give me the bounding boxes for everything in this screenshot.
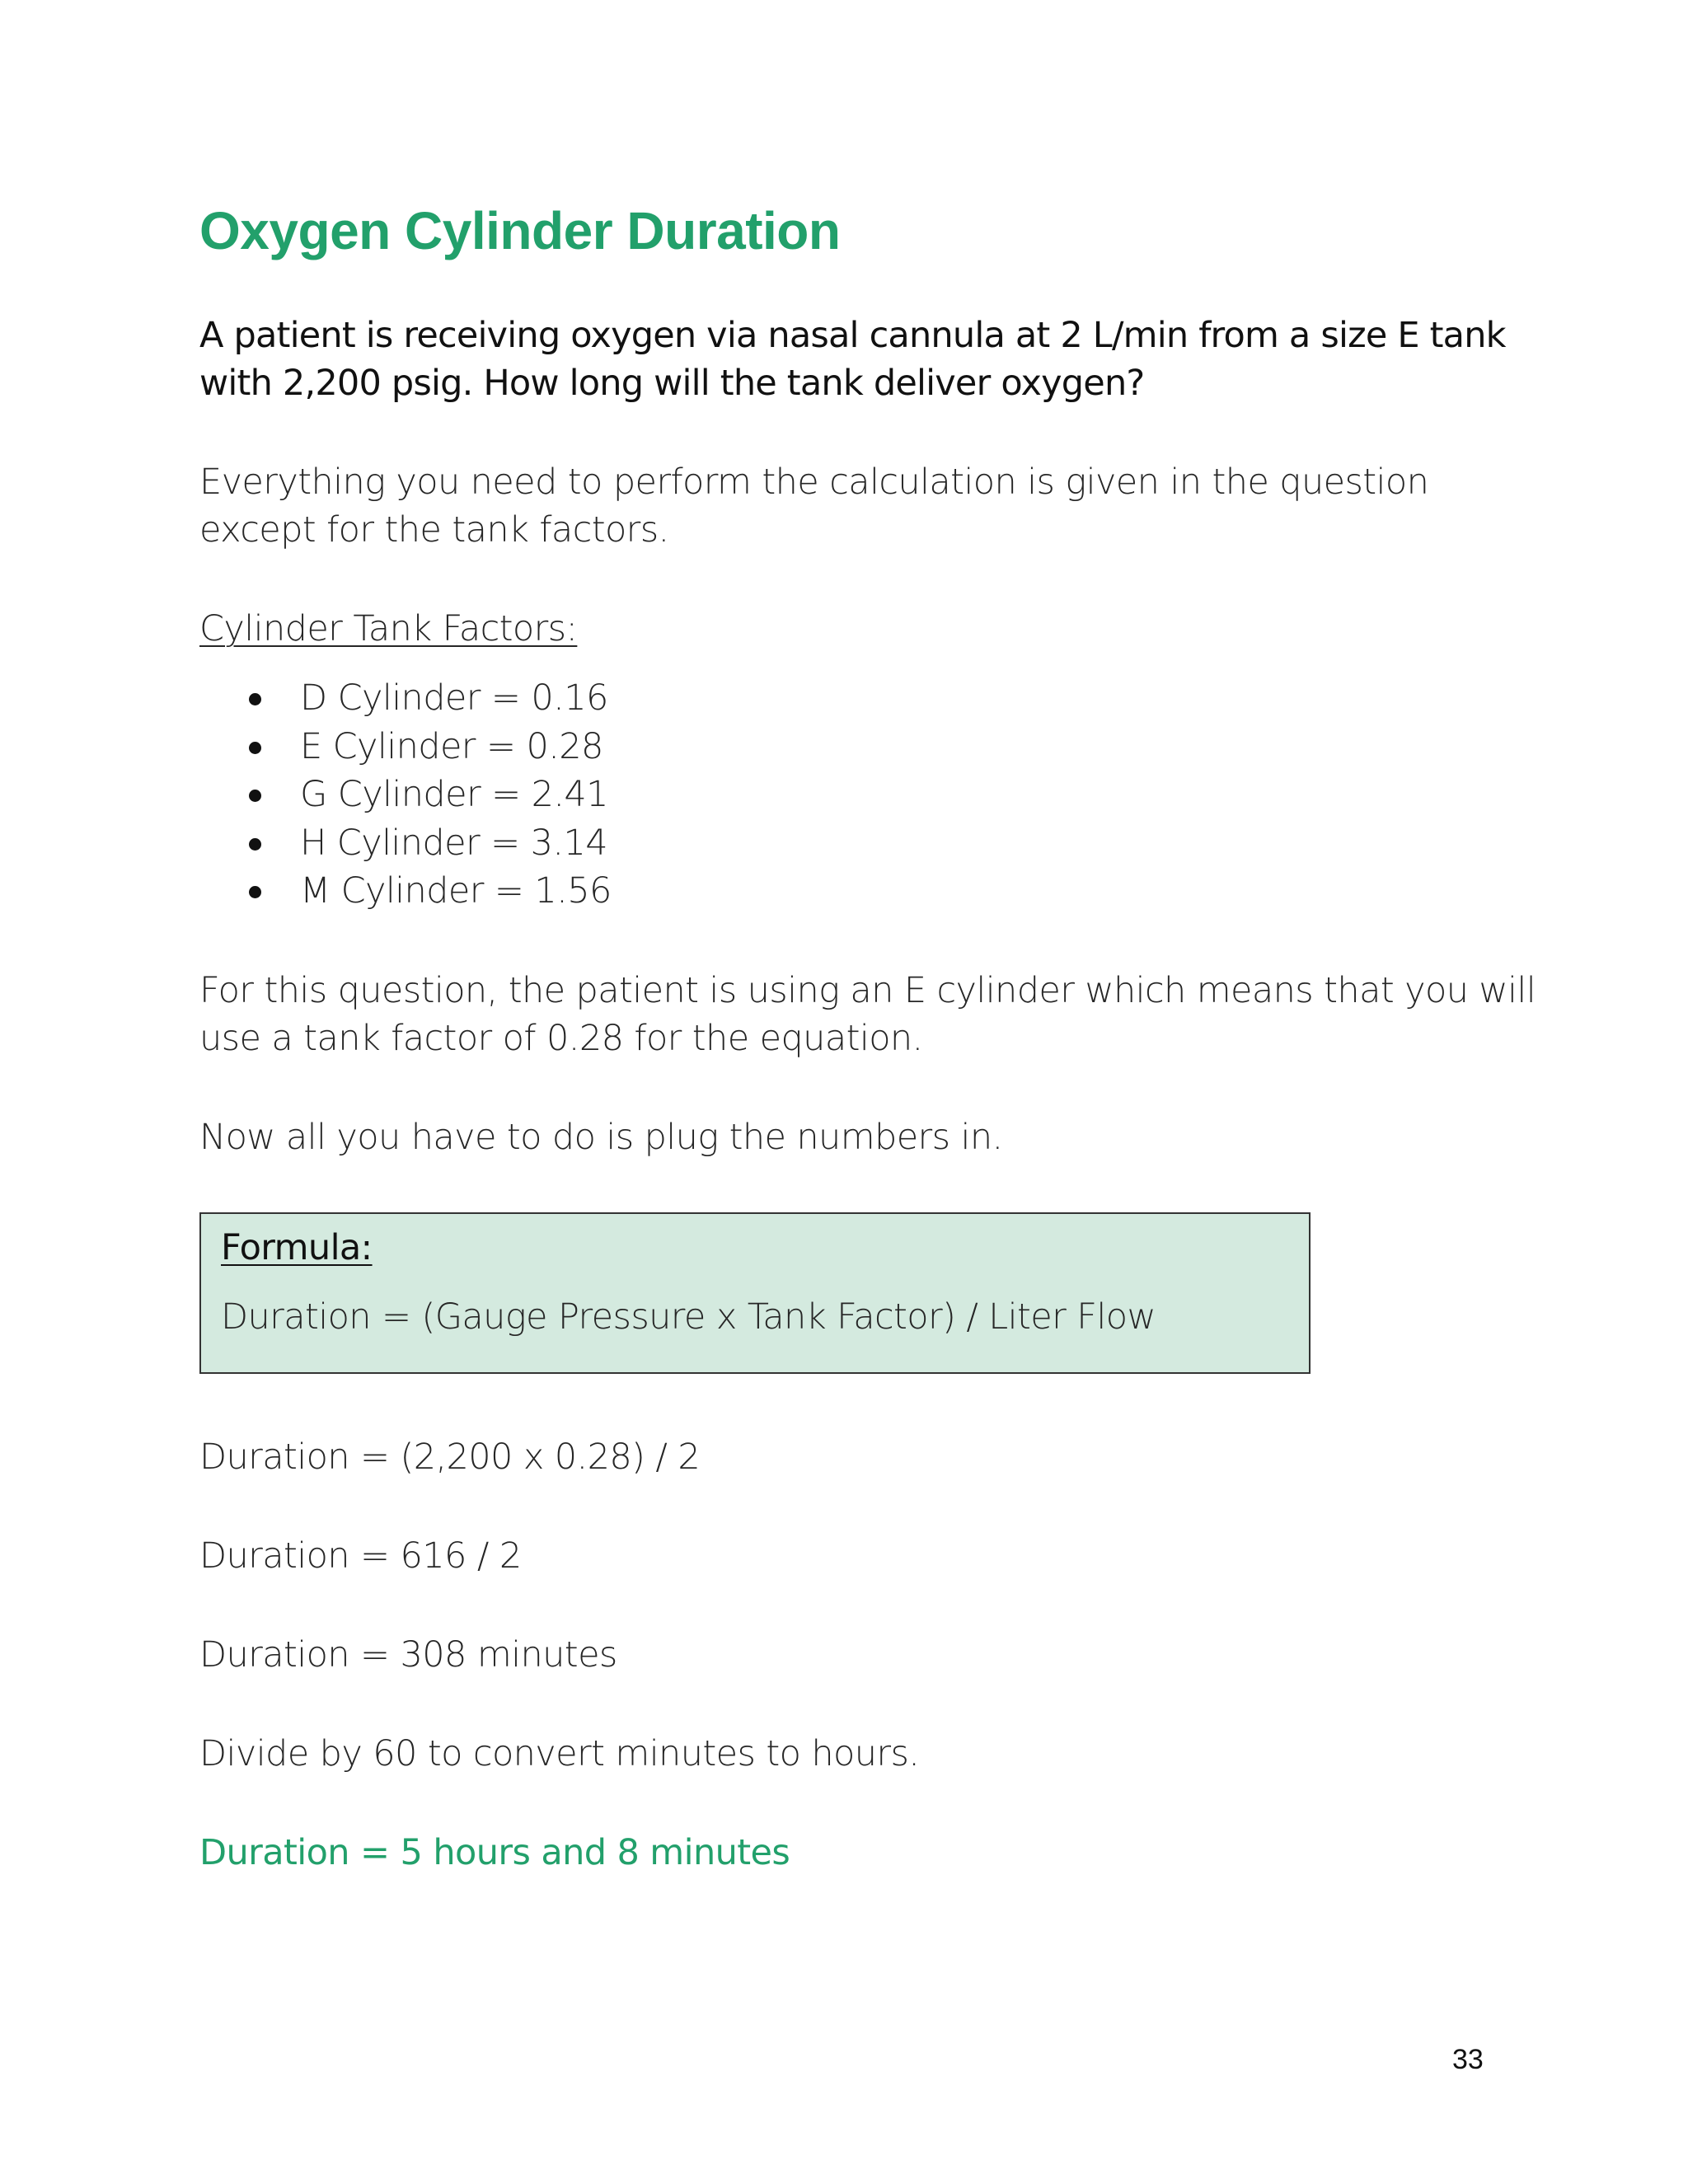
bullet-icon bbox=[249, 790, 261, 802]
formula-text: Duration = (Gauge Pressure x Tank Factor) / Liter Flow bbox=[221, 1296, 1156, 1338]
intro-paragraph: Everything you need to perform the calculation is given in the question except for the tank factors. bbox=[199, 462, 1429, 551]
explanation-paragraph: For this question, the patient is using an E cylinder which means that you will use a tank factor of 0.28 for the equation. bbox=[199, 969, 1536, 1059]
final-result: Duration = 5 hours and 8 minutes bbox=[199, 1831, 790, 1873]
bullet-icon bbox=[249, 742, 261, 754]
question-text: A patient is receiving oxygen via nasal cannula at 2 L/min from a size E tank with 2,200 psig. How long will the tank deliver oxygen? bbox=[199, 315, 1506, 404]
calculation-step: Duration = (2,200 x 0.28) / 2 bbox=[199, 1436, 701, 1478]
bullet-icon bbox=[249, 886, 261, 898]
tank-factor-label: H Cylinder = 3.14 bbox=[300, 822, 607, 864]
tank-factor-item bbox=[249, 771, 1551, 819]
bullet-icon bbox=[249, 838, 261, 851]
page-title: Oxygen Cylinder Duration bbox=[199, 201, 841, 260]
tank-factor-label: G Cylinder = 2.41 bbox=[300, 774, 608, 815]
tank-factors-list bbox=[199, 674, 1551, 916]
tank-factor-item bbox=[249, 674, 1551, 723]
tank-factor-item bbox=[249, 819, 1551, 868]
tank-factor-label: M Cylinder = 1.56 bbox=[300, 870, 612, 912]
conversion-note: Divide by 60 to convert minutes to hours. bbox=[199, 1732, 920, 1774]
calculation-step: Duration = 308 minutes bbox=[199, 1633, 617, 1675]
tank-factor-label: D Cylinder = 0.16 bbox=[300, 677, 608, 719]
formula-box bbox=[199, 1212, 1311, 1374]
formula-label: Formula: bbox=[221, 1226, 373, 1268]
bullet-icon bbox=[249, 693, 261, 705]
tank-factor-label: E Cylinder = 0.28 bbox=[300, 725, 603, 767]
tank-factors-heading: Cylinder Tank Factors: bbox=[199, 608, 578, 649]
tank-factor-item bbox=[249, 723, 1551, 771]
calculation-step: Duration = 616 / 2 bbox=[199, 1535, 522, 1577]
page-content bbox=[199, 194, 1551, 1912]
tank-factor-item bbox=[249, 867, 1551, 916]
instruction-paragraph: Now all you have to do is plug the numbers in. bbox=[199, 1116, 1003, 1158]
page-number: 33 bbox=[1452, 2044, 1484, 2075]
